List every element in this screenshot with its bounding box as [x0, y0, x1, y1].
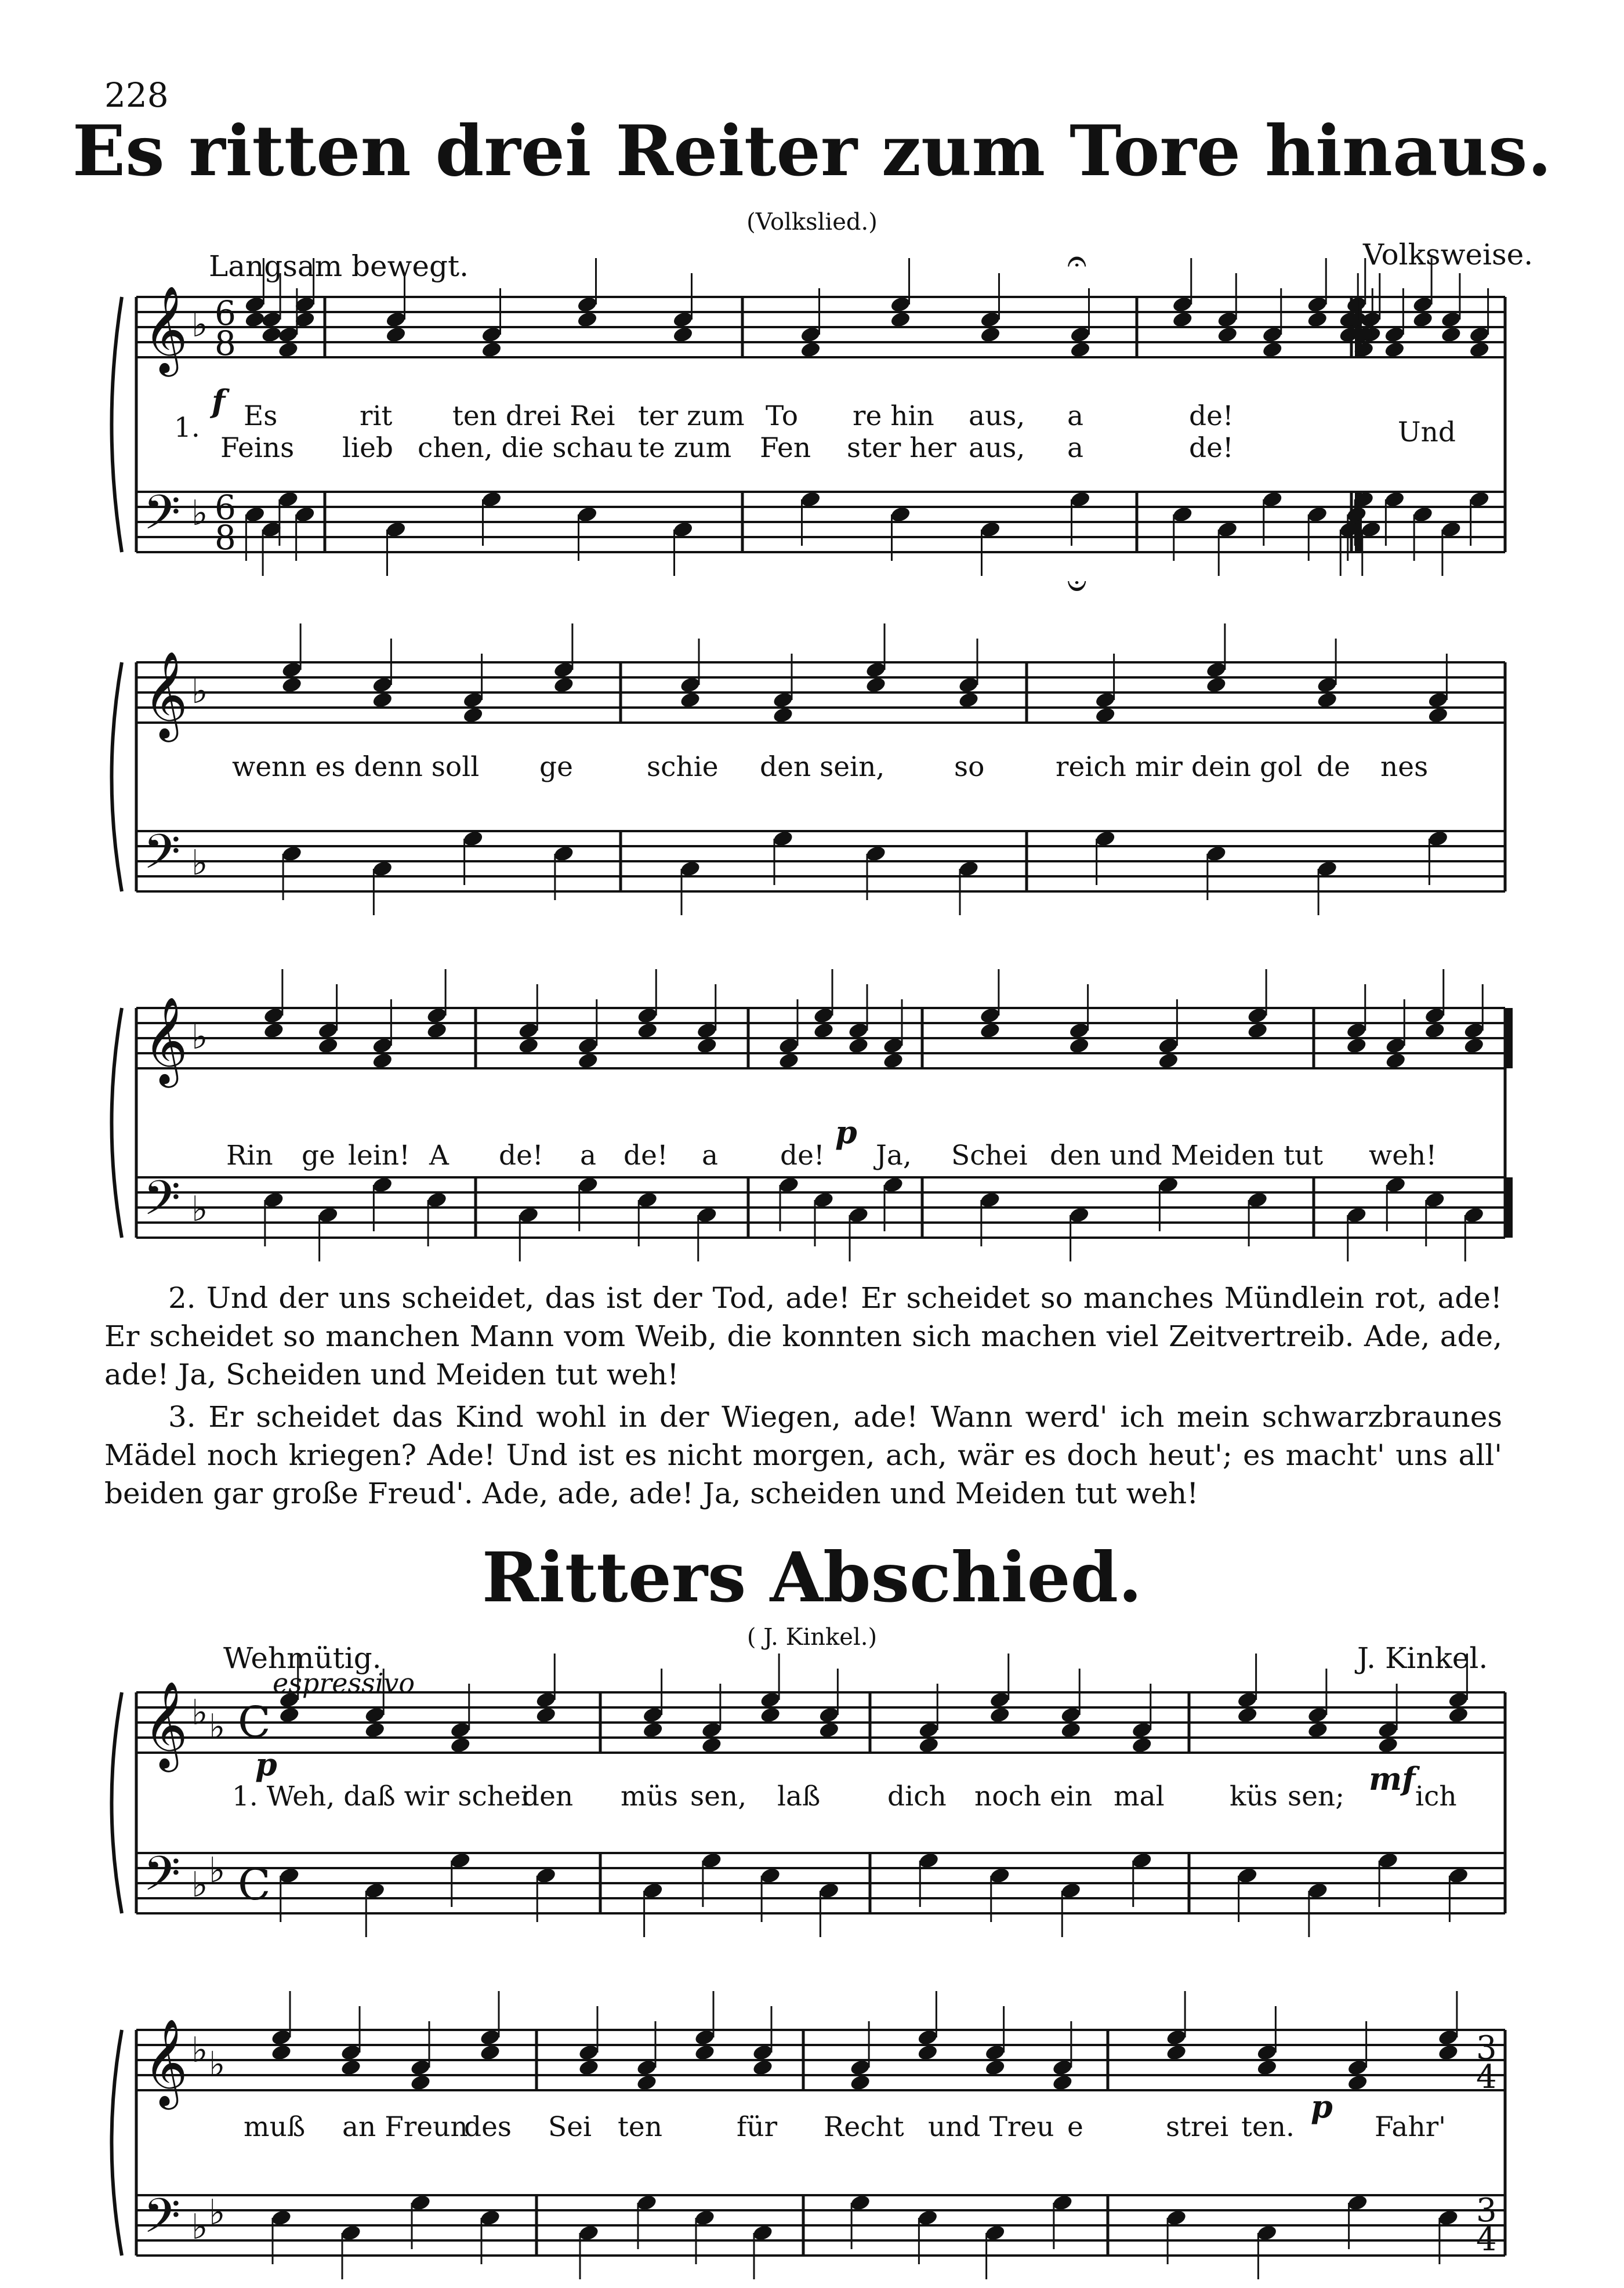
- common-time: C: [238, 1860, 271, 1910]
- system-brace: [112, 662, 122, 891]
- verse-number: 1.: [174, 412, 200, 444]
- lyric-syllable: Ja,: [876, 1140, 912, 1172]
- flat-sign: ♭: [209, 2044, 226, 2085]
- lyric-syllable: so: [954, 751, 985, 783]
- flat-sign: ♭: [191, 1865, 208, 1905]
- lyric-syllable: des: [464, 2111, 512, 2143]
- system-brace: [112, 297, 122, 552]
- lyric-syllable: chen, die schau: [418, 432, 633, 464]
- flat-sign: ♭: [191, 493, 208, 534]
- lyric-syllable: muß: [244, 2111, 306, 2143]
- lyric-syllable: sen;: [1288, 1781, 1345, 1812]
- lyric-syllable: lein!: [348, 1140, 411, 1172]
- treble-clef: 𝄞: [143, 996, 188, 1084]
- lyric-syllable: küs: [1230, 1781, 1278, 1812]
- lyric-syllable: noch ein: [974, 1781, 1093, 1812]
- lyric-syllable: aus,: [969, 432, 1025, 464]
- lyric-syllable: laß: [777, 1781, 821, 1812]
- common-time: C: [238, 1698, 271, 1747]
- lyric-syllable: a: [1067, 432, 1084, 464]
- flat-sign: ♭: [191, 1017, 208, 1057]
- expression-marking: espressivo: [273, 1667, 415, 1699]
- flat-sign: ♭: [191, 843, 208, 883]
- composer-credit-1: Volksweise.: [1363, 238, 1534, 271]
- lyric-syllable: de!: [1189, 432, 1234, 464]
- lyric-syllable: weh!: [1369, 1140, 1437, 1172]
- lyric-syllable: e: [1067, 2111, 1083, 2143]
- lyric-syllable: Schei: [951, 1140, 1028, 1172]
- lyric-syllable: de!: [780, 1140, 825, 1172]
- bass-clef: 𝄢: [143, 824, 181, 891]
- flat-sign: ♭: [191, 671, 208, 712]
- lyric-syllable: de!: [624, 1140, 668, 1172]
- lyric-syllable: A: [429, 1140, 449, 1172]
- lyric-syllable: Fahr': [1375, 2111, 1447, 2143]
- lyric-syllable: rit: [360, 400, 393, 432]
- lyric-syllable: Es: [244, 400, 278, 432]
- time-signature-top: 3: [1476, 2029, 1497, 2067]
- song-subtitle-2: ( J. Kinkel.): [746, 1624, 878, 1651]
- lyric-syllable: mal: [1114, 1781, 1165, 1812]
- lyric-syllable: schie: [647, 751, 719, 783]
- lyric-syllable: ter zum: [638, 400, 745, 432]
- bass-clef: 𝄢: [143, 1170, 181, 1238]
- lyric-syllable: a: [1067, 400, 1084, 432]
- time-signature-bottom: 8: [215, 518, 236, 557]
- verse-3: 3. Er scheidet das Kind wohl in der Wiegen, ade! Wann werd' ich mein schwarzbraunes Mädel noch kriegen? Ade! Und ist es nicht morgen, ach, wär es doch heut'; es macht' uns all' beiden gar große Freud'. Ade, ade, ade! Ja, scheiden und Meiden tut weh!: [104, 1400, 1502, 1510]
- time-signature-bottom: 8: [215, 324, 236, 363]
- time-signature-top: 3: [1476, 2192, 1497, 2229]
- lyric-syllable: lieb: [342, 432, 393, 464]
- time-signature-top: 6: [215, 293, 236, 333]
- lyric-syllable: ich: [1415, 1781, 1457, 1812]
- lyric-syllable: Sei: [548, 2111, 592, 2143]
- flat-sign: ♭: [191, 2030, 208, 2071]
- flat-sign: ♭: [191, 1692, 208, 1733]
- time-signature-bottom: 4: [1476, 2058, 1497, 2096]
- lyric-syllable: Feins: [220, 432, 295, 464]
- lyric-syllable: ten: [618, 2111, 662, 2143]
- bass-clef: 𝄢: [143, 484, 181, 552]
- song-subtitle-1: (Volkslied.): [746, 209, 878, 235]
- flat-sign: ♭: [191, 2207, 208, 2247]
- treble-clef: 𝄞: [143, 1680, 188, 1768]
- lyric-syllable: ten drei Rei: [452, 400, 615, 432]
- lyric-syllable: de!: [1189, 400, 1234, 432]
- lyric-syllable: Recht: [824, 2111, 904, 2143]
- lyric-syllable: de!: [499, 1140, 543, 1172]
- flat-sign: ♭: [209, 1707, 226, 1747]
- fermata: 𝄑: [1067, 565, 1087, 606]
- lyric-syllable: Rin: [226, 1140, 273, 1172]
- flat-sign: ♭: [209, 2192, 226, 2233]
- lyric-syllable: ge: [302, 1140, 335, 1172]
- flat-sign: ♭: [209, 1850, 226, 1891]
- system-brace: [112, 2030, 122, 2256]
- lyric-syllable: den tut: [1224, 1140, 1324, 1172]
- lyric-syllable: müs: [621, 1781, 678, 1812]
- treble-clef: 𝄞: [143, 2018, 188, 2106]
- lyric-syllable: nes: [1380, 751, 1429, 783]
- lyric-syllable: reich mir dein gol: [1056, 751, 1303, 783]
- lyric-syllable: wenn es denn soll: [232, 751, 480, 783]
- treble-clef: 𝄞: [143, 650, 188, 738]
- lyric-syllable: re hin: [853, 400, 934, 432]
- lyric-syllable: den sein,: [760, 751, 885, 783]
- lyric-syllable: an Freun: [342, 2111, 468, 2143]
- flat-sign: ♭: [191, 1189, 208, 1230]
- time-signature-top: 6: [215, 488, 236, 527]
- composer-credit-2: J. Kinkel.: [1357, 1641, 1488, 1675]
- dynamic-mezzoforte: mf: [1369, 1760, 1416, 1797]
- verse-2: 2. Und der uns scheidet, das ist der Tod, ade! Er scheidet so manches Mündlein rot, ade! Er scheidet so manchen Mann vom Weib, die konnten sich machen viel Zeitvertreib. Ade, ade, ade! Ja, Scheiden und Meiden tut weh!: [104, 1281, 1502, 1391]
- dynamic-piano: p: [835, 1114, 857, 1151]
- lyric-syllable: den: [522, 1781, 574, 1812]
- lyric-syllable: To: [766, 400, 798, 432]
- flat-sign: ♭: [191, 304, 208, 345]
- lyric-syllable: und Treu: [928, 2111, 1054, 2143]
- fermata: 𝄐: [1067, 241, 1087, 281]
- lyric-syllable: sen,: [690, 1781, 747, 1812]
- time-signature-bottom: 4: [1476, 2221, 1497, 2258]
- tempo-marking-1: Langsam bewegt.: [209, 249, 469, 283]
- lyric-syllable: für: [737, 2111, 778, 2143]
- lyric-syllable: Und: [1398, 416, 1456, 448]
- lyric-syllable: aus,: [969, 400, 1025, 432]
- lyric-syllable: 1. Weh, daß wir schei: [232, 1781, 530, 1812]
- dynamic-piano-2: p: [255, 1746, 277, 1783]
- lyric-syllable: Fen: [760, 432, 811, 464]
- tempo-marking-2: Wehmütig.: [223, 1641, 382, 1675]
- lyric-syllable: ten.: [1241, 2111, 1295, 2143]
- system-brace: [112, 1692, 122, 1913]
- bass-clef: 𝄢: [143, 2188, 181, 2256]
- dynamic-forte: f: [212, 383, 226, 420]
- song-title-1: Es ritten drei Reiter zum Tore hinaus.: [72, 110, 1552, 192]
- lyric-syllable: strei: [1166, 2111, 1229, 2143]
- system-brace: [112, 1008, 122, 1238]
- lyric-syllable: te zum: [638, 432, 732, 464]
- page-number: 228: [104, 75, 169, 115]
- lyric-syllable: den und Mei: [1050, 1140, 1224, 1172]
- song-title-2: Ritters Abschied.: [481, 1537, 1143, 1618]
- lyric-syllable: ge: [539, 751, 573, 783]
- lyric-syllable: dich: [887, 1781, 947, 1812]
- bass-clef: 𝄢: [143, 1845, 181, 1913]
- lyric-syllable: ster her: [847, 432, 956, 464]
- treble-clef: 𝄞: [143, 285, 188, 373]
- lyric-syllable: a: [580, 1140, 597, 1172]
- lyric-syllable: a: [702, 1140, 719, 1172]
- dynamic-piano-3: p: [1311, 2088, 1333, 2125]
- lyric-syllable: de: [1317, 751, 1350, 783]
